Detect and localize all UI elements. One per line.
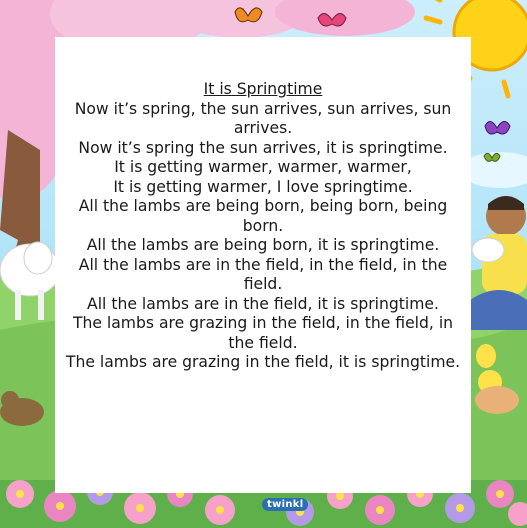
child-illustration [470,196,527,330]
poem-line: All the lambs are in the field, in the field, in the [78,255,448,274]
poem-line: Now it’s spring the sun arrives, it is springtime. [78,138,448,157]
twinkl-logo: twinkl [262,498,308,511]
poem-line: field. [243,275,283,293]
poem-line: All the lambs are being born, it is springtime. [86,236,440,254]
poem-line: born. [242,216,284,235]
poem-line: It is getting warmer, I love springtime. [113,177,413,196]
poem-line: The lambs are grazing in the field, in the field, in [72,314,454,332]
poem-line: arrives. [233,119,293,137]
poem-card [55,37,471,493]
poem-line: the field. [228,333,298,352]
poem-text [55,80,471,373]
butterfly-icon [485,121,510,134]
poem-line: All the lambs are being born, being born, being [78,197,448,215]
poem-line: The lambs are grazing in the field, it is springtime. [65,353,461,371]
poem-line: All the lambs are in the field, it is springtime. [87,294,439,313]
poem-title: It is Springtime [203,80,323,98]
poem-line: Now it’s spring, the sun arrives, sun arrives, sun [74,99,452,118]
poem-line: It is getting warmer, warmer, warmer, [114,158,412,176]
